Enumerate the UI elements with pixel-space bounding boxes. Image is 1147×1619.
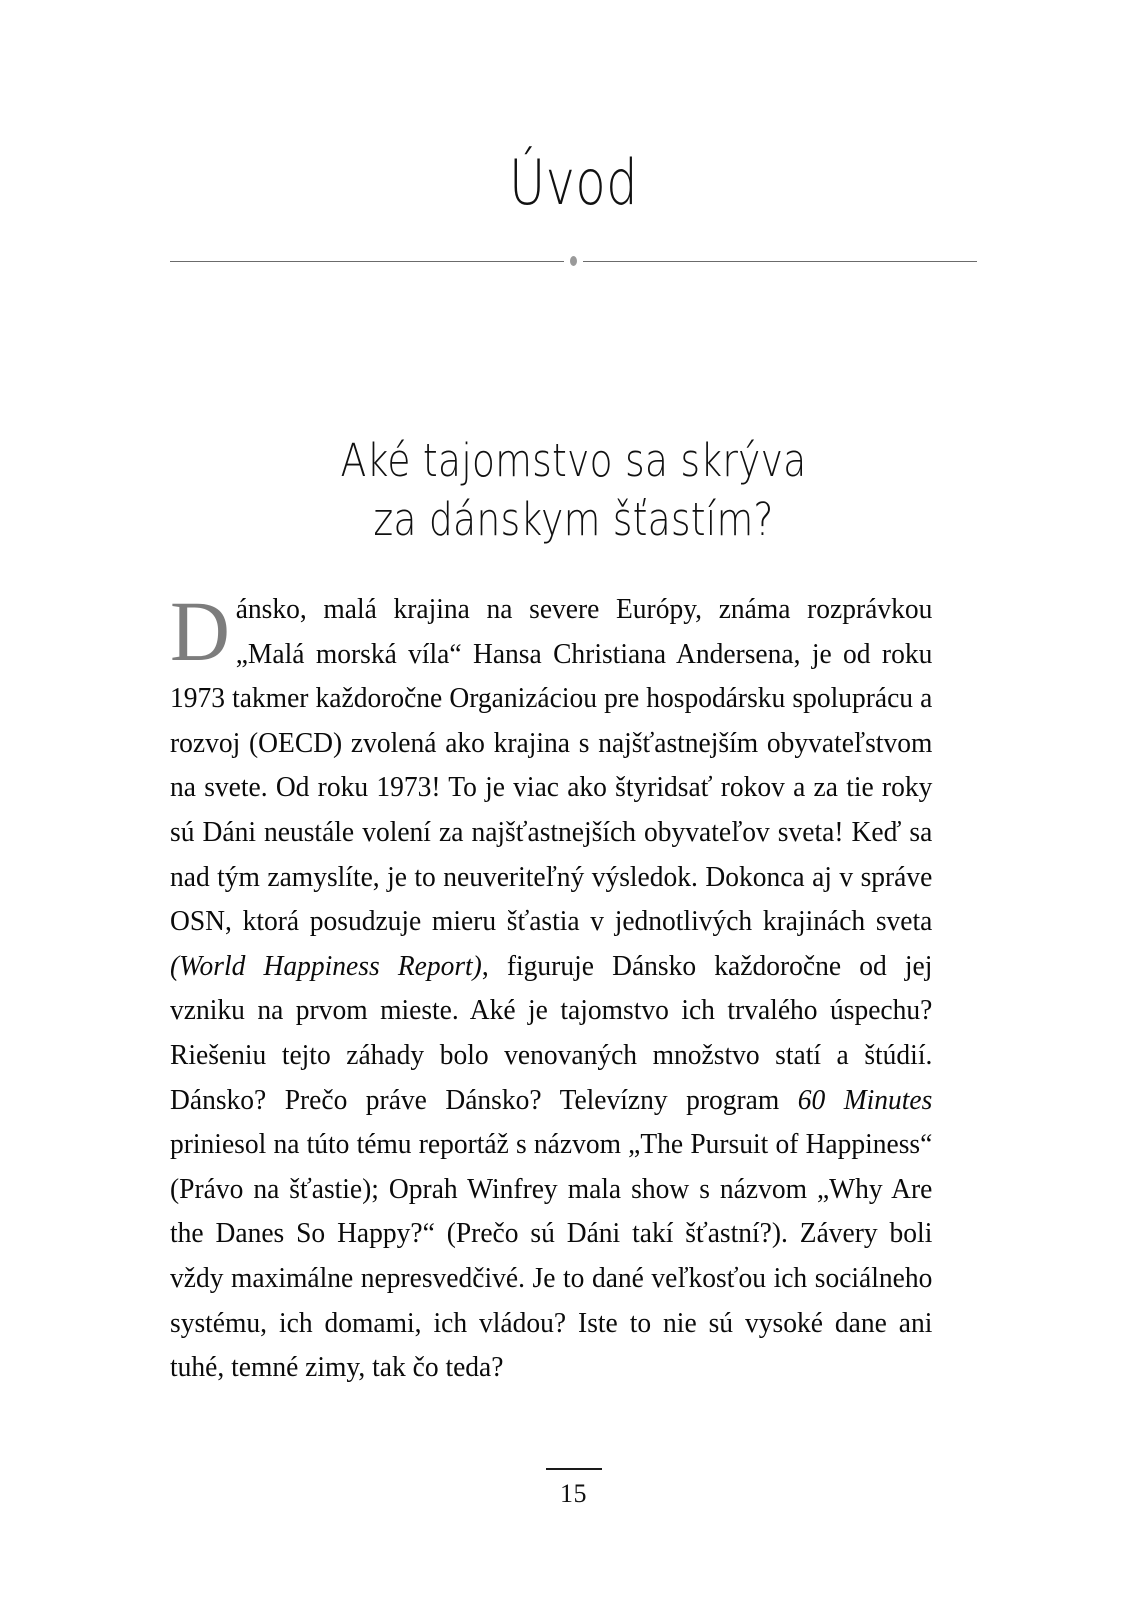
italic-title-world-happiness-report: (World Happiness Report): [170, 950, 482, 982]
paragraph-segment-1: ánsko, malá krajina na severe Európy, známa rozprávkou „Malá morská víla“ Hansa Christiana Andersena, je od roku 1973 takmer každoročne Organizáciou pre hospodársku spoluprácu a rozvoj (OECD) zvolená ako krajina s najšťastnejším obyvateľstvom na svete. Od roku 1973! To je viac ako štyridsať rokov a za tie roky sú Dáni neustále volení za najšťastnejších obyvateľov sveta! Keď sa nad tým zamyslíte, je to neuveriteľný výsledok. Dokonca aj v správe OSN, ktorá posudzuje mieru šťastia v jednotlivých krajinách sveta: [170, 594, 933, 938]
section-title-line-1: Aké tajomstvo sa skrýva: [340, 434, 807, 487]
footer-divider: [546, 1468, 602, 1470]
divider-line-left: [170, 261, 564, 262]
chapter-title: Úvod: [508, 146, 639, 219]
drop-cap: D: [170, 583, 230, 679]
chapter-header: [0, 146, 1147, 219]
section-title-line-2: za dánskym šťastím?: [373, 492, 774, 546]
page-number: 15: [560, 1478, 587, 1508]
divider-dot-icon: [570, 256, 577, 266]
paragraph-segment-2: , figuruje Dánsko každoročne od jej vzniku na prvom mieste. Aké je tajomstvo ich trvalého úspechu? Riešeniu tejto záhady bolo venovaných množstvo statí a štúdií. Dánsko? Prečo práve Dánsko? Televízny program: [170, 950, 933, 1116]
body-paragraph: [170, 583, 933, 1391]
title-divider: [170, 255, 977, 267]
page-footer: [0, 1468, 1147, 1509]
divider-line-right: [583, 261, 977, 262]
italic-title-60-minutes: 60 Minutes: [797, 1084, 933, 1116]
body-text-block: [170, 583, 960, 1391]
section-title: [0, 432, 1147, 549]
paragraph-segment-3: priniesol na túto tému reportáž s názvom „The Pursuit of Happiness“ (Právo na šťastie); Oprah Winfrey mala show s názvom „Why Are the Danes So Happy?“ (Prečo sú Dáni takí šťastní?). Závery boli vždy maximálne nepresvedčivé. Je to dané veľkosťou ich sociálneho systému, ich domami, ich vládou? Iste to nie sú vysoké dane ani tuhé, temné zimy, tak čo teda?: [170, 1129, 933, 1384]
